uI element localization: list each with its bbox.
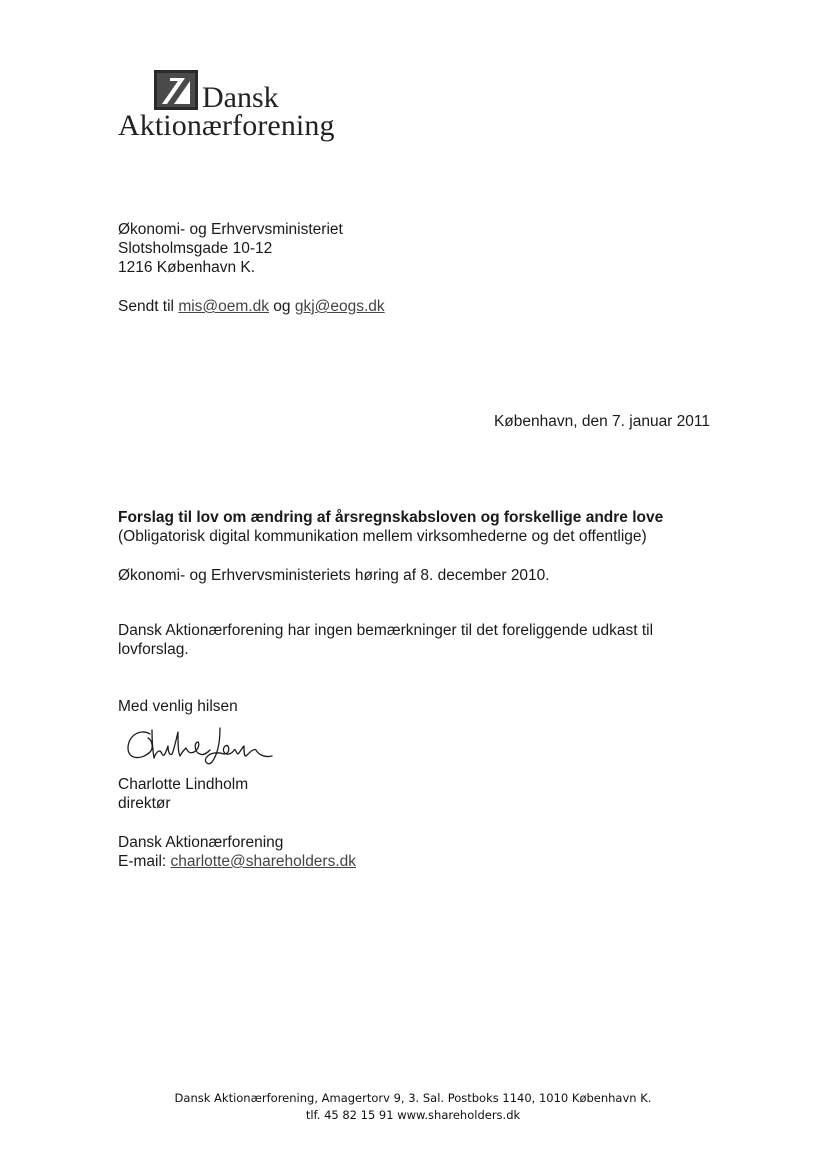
signer-title: direktør	[118, 795, 171, 812]
logo	[118, 68, 358, 148]
body-line-1: Dansk Aktionærforening har ingen bemærkninger til det foreliggende udkast til	[118, 622, 654, 639]
email-link-oem[interactable]: mis@oem.dk	[178, 298, 269, 315]
body-line-2: lovforslag.	[118, 641, 189, 658]
logo-word-dansk: Dansk	[202, 81, 279, 114]
subject-title: Forslag til lov om ændring af årsregnskabsloven og forskellige andre love	[118, 509, 664, 526]
signer-name: Charlotte Lindholm	[118, 776, 249, 793]
recipient-name: Økonomi- og Erhvervsministeriet	[118, 221, 343, 238]
email-link-charlotte[interactable]: charlotte@shareholders.dk	[170, 853, 357, 870]
logo-word-aktionaerforening: Aktionærforening	[118, 109, 335, 142]
recipient-city: 1216 København K.	[118, 259, 256, 276]
org-name: Dansk Aktionærforening	[118, 834, 284, 851]
recipient-street: Slotsholmsgade 10-12	[118, 240, 273, 257]
footer-address: Dansk Aktionærforening, Amagertorv 9, 3. Sal. Postboks 1140, 1010 København K.	[174, 1091, 652, 1105]
email-link-eogs[interactable]: gkj@eogs.dk	[294, 298, 385, 315]
sent-to-joiner: og	[268, 298, 295, 315]
sent-to-line	[118, 297, 385, 316]
email-label: E-mail:	[118, 853, 171, 870]
subject-subtitle: (Obligatorisk digital kommunikation mellem virksomhederne og det offentlige)	[118, 528, 647, 545]
footer-contact: tlf. 45 82 15 91 www.shareholders.dk	[305, 1108, 521, 1122]
hearing-reference: Økonomi- og Erhvervsministeriets høring af 8. december 2010.	[118, 567, 550, 584]
handwritten-signature	[124, 722, 284, 772]
closing-greeting: Med venlig hilsen	[118, 698, 238, 715]
org-email-line	[118, 852, 356, 871]
footer	[0, 1090, 826, 1124]
sent-to-prefix: Sendt til	[118, 298, 179, 315]
logo-mark-icon	[154, 70, 198, 110]
letter-date: København, den 7. januar 2011	[493, 413, 710, 430]
